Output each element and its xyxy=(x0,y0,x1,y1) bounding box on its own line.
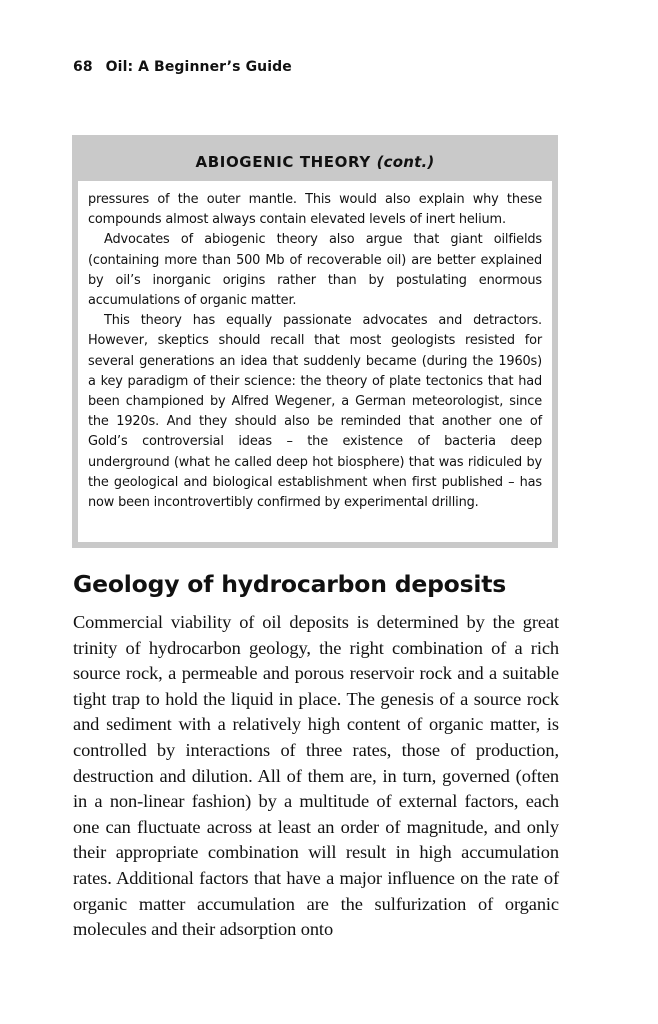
abiogenic-theory-box xyxy=(72,135,558,548)
box-paragraph: pressures of the outer mantle. This would also explain why these compounds almost always contain elevated levels of inert helium. xyxy=(88,192,542,228)
book-title: Oil: A Beginner’s Guide xyxy=(105,59,292,75)
running-head xyxy=(73,59,292,75)
section-heading: Geology of hydrocarbon deposits xyxy=(73,570,507,598)
box-title-cont: (cont.) xyxy=(376,153,435,171)
box-paragraph: This theory has equally passionate advocates and detractors. However, skeptics should recall that most geologists resisted for several generations an idea that suddenly became (during the 1960s) a key paradigm of their science: the theory of plate tectonics that had been championed by Alfred Wegener, a German meteorologist, since the 1920s. And they should also be reminded that another one of Gold’s controversial ideas – the existence of bacteria deep underground (what he called deep hot biosphere) that was ridiculed by the geological and biological establishment when first published – has now been incontrovertibly confirmed by experimental drilling. xyxy=(88,313,542,511)
box-content xyxy=(78,181,552,542)
box-title xyxy=(72,153,558,171)
box-paragraph: Advocates of abiogenic theory also argue that giant oilfields (containing more than 500 Mb of recoverable oil) are better explained by oil’s inorganic origins rather than by postulating enormous accumulations of organic matter. xyxy=(88,232,542,309)
box-title-main: ABIOGENIC THEORY xyxy=(195,153,371,171)
body-paragraph: Commercial viability of oil deposits is determined by the great trinity of hydrocarbon geology, the right combination of a rich source rock, a permeable and porous reservoir rock and a suitable tight trap to hold the liquid in place. The genesis of a source rock and sediment with a relatively high content of organic matter, is controlled by interactions of three rates, those of production, destruction and dilution. All of them are, in turn, governed (often in a non-linear fashion) by a multitude of external factors, each one can fluctuate across at least an order of magnitude, and only their appropriate combination will result in high accumulation rates. Additional factors that have a major influence on the rate of organic matter accumulation are the sulfurization of organic molecules and their adsorption onto xyxy=(73,612,559,940)
page-number: 68 xyxy=(73,59,93,75)
